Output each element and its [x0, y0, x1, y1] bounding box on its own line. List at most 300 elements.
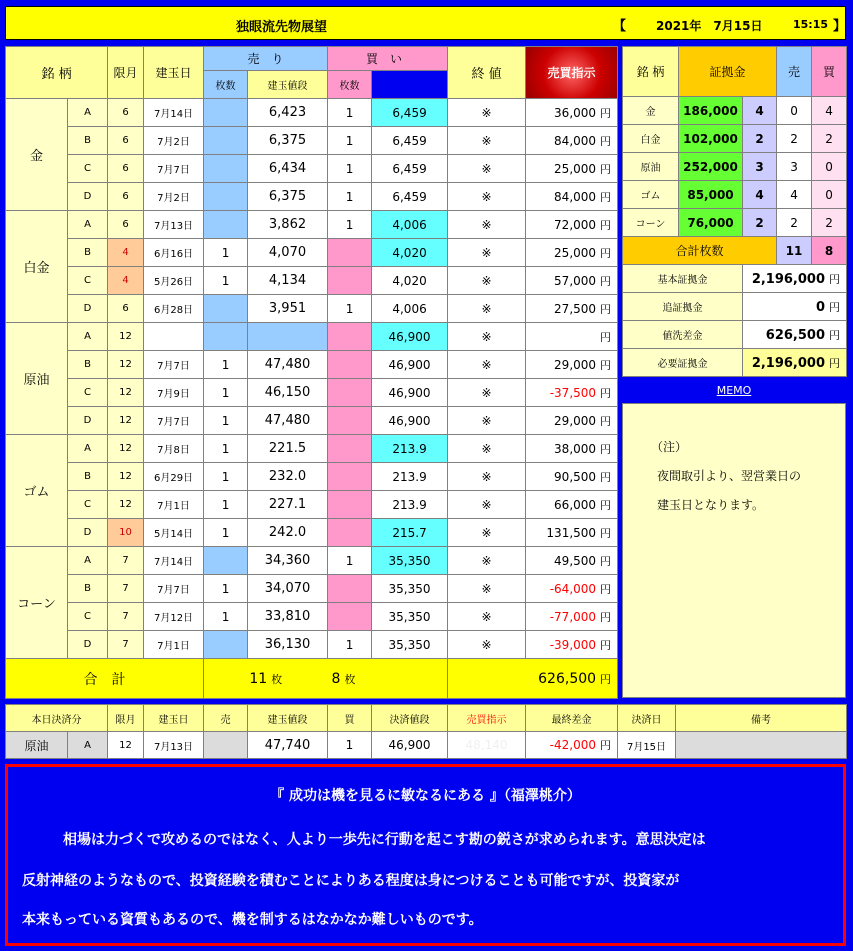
- position-row: [6, 239, 618, 267]
- row-close: 6,459: [372, 127, 448, 155]
- side-row: [623, 153, 847, 181]
- row-buy-count: [328, 267, 372, 295]
- row-date: 7月7日: [144, 575, 204, 603]
- side-brand: 白金: [623, 125, 679, 153]
- quote-line-2: 反射神経のようなもので、投資経験を積むことによりある程度は身につけることも可能ですが、投資家が: [22, 873, 680, 889]
- row-instruction: ※: [448, 99, 526, 127]
- row-sell-count: 1: [204, 603, 248, 631]
- position-row: [6, 463, 618, 491]
- row-price: 3,951: [248, 295, 328, 323]
- positions-table: [5, 46, 618, 699]
- row-close: 46,900: [372, 351, 448, 379]
- side-summary-row: [623, 321, 847, 349]
- row-id: B: [68, 127, 108, 155]
- row-month: 12: [108, 351, 144, 379]
- side-col-sell: 売: [777, 47, 812, 97]
- side-summary-value: 0 円: [743, 293, 847, 321]
- row-diff: 円: [526, 323, 618, 351]
- position-row: [6, 323, 618, 351]
- side-buy: 2: [812, 125, 847, 153]
- brand-name: コーン: [6, 547, 68, 659]
- row-diff: 66,000 円: [526, 491, 618, 519]
- settle-col-instruction: 売買指示: [448, 705, 526, 732]
- col-month: 限月: [108, 47, 144, 99]
- row-instruction: ※: [448, 267, 526, 295]
- row-close: 4,006: [372, 295, 448, 323]
- row-price: 6,375: [248, 127, 328, 155]
- position-row: [6, 99, 618, 127]
- position-row: [6, 407, 618, 435]
- row-id: C: [68, 155, 108, 183]
- settle-header-row: [6, 705, 847, 732]
- row-close: 215.7: [372, 519, 448, 547]
- row-price: 6,375: [248, 183, 328, 211]
- row-id: C: [68, 267, 108, 295]
- col-date: 建玉日: [144, 47, 204, 99]
- row-sell-count: 1: [204, 575, 248, 603]
- brand-name: ゴム: [6, 435, 68, 547]
- row-buy-count: [328, 519, 372, 547]
- row-id: D: [68, 407, 108, 435]
- row-diff: 49,500 円: [526, 547, 618, 575]
- row-instruction: ※: [448, 323, 526, 351]
- row-diff: 90,500 円: [526, 463, 618, 491]
- row-buy-count: 1: [328, 295, 372, 323]
- row-month: 6: [108, 99, 144, 127]
- col-instruction: 売買指示: [526, 47, 618, 99]
- row-price: [248, 323, 328, 351]
- row-close: 6,459: [372, 183, 448, 211]
- side-count: 2: [743, 209, 777, 237]
- side-total-buy: 8: [812, 237, 847, 265]
- side-count: 4: [743, 97, 777, 125]
- settle-price: 47,740: [248, 732, 328, 759]
- row-price: 232.0: [248, 463, 328, 491]
- memo-line-2: 建玉日となります。: [657, 498, 765, 512]
- row-instruction: ※: [448, 211, 526, 239]
- brand-name: 白金: [6, 211, 68, 323]
- row-id: A: [68, 99, 108, 127]
- row-diff: 29,000 円: [526, 407, 618, 435]
- row-id: B: [68, 239, 108, 267]
- row-sell-count: 1: [204, 267, 248, 295]
- col-close: 終 値: [448, 47, 526, 99]
- row-month: 6: [108, 183, 144, 211]
- row-instruction: ※: [448, 127, 526, 155]
- position-row: [6, 351, 618, 379]
- row-close: 35,350: [372, 631, 448, 659]
- row-month: 7: [108, 547, 144, 575]
- row-date: 7月7日: [144, 155, 204, 183]
- row-date: 7月2日: [144, 183, 204, 211]
- row-date: 7月1日: [144, 491, 204, 519]
- row-price: 33,810: [248, 603, 328, 631]
- row-price: 4,134: [248, 267, 328, 295]
- row-month: 12: [108, 435, 144, 463]
- position-row: [6, 435, 618, 463]
- row-diff: 131,500 円: [526, 519, 618, 547]
- settle-col-final: 最終差金: [526, 705, 618, 732]
- row-instruction: ※: [448, 239, 526, 267]
- row-buy-count: 1: [328, 183, 372, 211]
- row-sell-count: 1: [204, 491, 248, 519]
- row-close: 35,350: [372, 575, 448, 603]
- row-instruction: ※: [448, 183, 526, 211]
- position-row: [6, 295, 618, 323]
- row-close: 6,459: [372, 155, 448, 183]
- header-row-1: [6, 47, 618, 71]
- position-row: [6, 127, 618, 155]
- row-instruction: ※: [448, 379, 526, 407]
- side-col-brand: 銘 柄: [623, 47, 679, 97]
- side-brand: 原油: [623, 153, 679, 181]
- row-price: 36,130: [248, 631, 328, 659]
- row-sell-count: 1: [204, 239, 248, 267]
- position-row: [6, 603, 618, 631]
- row-instruction: ※: [448, 295, 526, 323]
- row-date: 5月26日: [144, 267, 204, 295]
- total-label: 合 計: [6, 659, 204, 699]
- row-close: 46,900: [372, 407, 448, 435]
- side-count: 2: [743, 125, 777, 153]
- position-row: [6, 155, 618, 183]
- row-price: 221.5: [248, 435, 328, 463]
- col-brand: 銘 柄: [6, 47, 108, 99]
- side-summary-value: 2,196,000 円: [743, 265, 847, 293]
- settle-buy: 1: [328, 732, 372, 759]
- row-date: 6月29日: [144, 463, 204, 491]
- side-total-label: 合計枚数: [623, 237, 777, 265]
- brand-name: 金: [6, 99, 68, 211]
- side-buy: 0: [812, 181, 847, 209]
- row-date: 7月12日: [144, 603, 204, 631]
- side-col-buy: 買: [812, 47, 847, 97]
- row-instruction: ※: [448, 519, 526, 547]
- side-sell: 0: [777, 97, 812, 125]
- settle-month: 12: [108, 732, 144, 759]
- row-date: 7月7日: [144, 351, 204, 379]
- row-month: 7: [108, 603, 144, 631]
- row-buy-count: [328, 435, 372, 463]
- row-buy-count: [328, 491, 372, 519]
- row-sell-count: [204, 295, 248, 323]
- settle-settle-date: 7月15日: [618, 732, 676, 759]
- row-buy-count: 1: [328, 155, 372, 183]
- row-month: 4: [108, 239, 144, 267]
- col-buy-count: 枚数: [328, 71, 372, 99]
- position-row: [6, 379, 618, 407]
- row-close: 213.9: [372, 463, 448, 491]
- settle-col-remark: 備考: [676, 705, 847, 732]
- side-total-row: [623, 237, 847, 265]
- row-buy-count: 1: [328, 211, 372, 239]
- row-id: D: [68, 295, 108, 323]
- row-buy-count: [328, 407, 372, 435]
- row-month: 12: [108, 323, 144, 351]
- row-price: 242.0: [248, 519, 328, 547]
- row-close: 6,459: [372, 99, 448, 127]
- total-diff: 626,500 円: [448, 659, 618, 699]
- row-month: 12: [108, 491, 144, 519]
- settle-instruction: 48,140: [448, 732, 526, 759]
- row-month: 6: [108, 211, 144, 239]
- row-close: 4,006: [372, 211, 448, 239]
- side-row: [623, 181, 847, 209]
- row-instruction: ※: [448, 575, 526, 603]
- position-row: [6, 519, 618, 547]
- date-bracket-right: 】: [833, 19, 847, 34]
- quote-box: [5, 764, 846, 946]
- row-date: 6月16日: [144, 239, 204, 267]
- row-price: 6,434: [248, 155, 328, 183]
- row-sell-count: 1: [204, 435, 248, 463]
- row-id: D: [68, 519, 108, 547]
- col-sell: 売 り: [204, 47, 328, 71]
- memo-note-title: （注）: [651, 440, 688, 454]
- row-month: 7: [108, 631, 144, 659]
- total-buy: 8 枚: [328, 659, 448, 699]
- row-close: 4,020: [372, 239, 448, 267]
- side-sell: 2: [777, 125, 812, 153]
- row-id: B: [68, 575, 108, 603]
- side-summary-row: [623, 293, 847, 321]
- margin-summary-table: [622, 46, 847, 377]
- side-buy: 2: [812, 209, 847, 237]
- row-diff: 25,000 円: [526, 155, 618, 183]
- row-id: C: [68, 491, 108, 519]
- row-diff: 36,000 円: [526, 99, 618, 127]
- row-date: 7月13日: [144, 211, 204, 239]
- page-title: 独眼流先物展望: [236, 20, 328, 35]
- row-buy-count: [328, 603, 372, 631]
- row-sell-count: [204, 323, 248, 351]
- row-date: 7月2日: [144, 127, 204, 155]
- memo-line-1: 夜間取引より、翌営業日の: [657, 469, 802, 483]
- row-month: 6: [108, 155, 144, 183]
- position-row: [6, 631, 618, 659]
- row-instruction: ※: [448, 463, 526, 491]
- row-id: C: [68, 379, 108, 407]
- row-buy-count: 1: [328, 127, 372, 155]
- settle-final: -42,000 円: [526, 732, 618, 759]
- report-time: 15:15: [793, 18, 829, 31]
- row-buy-count: 1: [328, 631, 372, 659]
- side-margin: 186,000: [679, 97, 743, 125]
- row-close: 4,020: [372, 267, 448, 295]
- side-summary-label: 値洗差金: [623, 321, 743, 349]
- row-id: C: [68, 603, 108, 631]
- side-brand: コーン: [623, 209, 679, 237]
- side-row: [623, 97, 847, 125]
- row-date: 7月7日: [144, 407, 204, 435]
- row-close: 213.9: [372, 491, 448, 519]
- row-id: A: [68, 323, 108, 351]
- settle-close-price: 46,900: [372, 732, 448, 759]
- side-summary-label: 追証拠金: [623, 293, 743, 321]
- row-buy-count: 1: [328, 547, 372, 575]
- row-instruction: ※: [448, 435, 526, 463]
- row-instruction: ※: [448, 603, 526, 631]
- row-date: 6月28日: [144, 295, 204, 323]
- side-count: 3: [743, 153, 777, 181]
- report-date: 2021年 7月15日: [656, 19, 763, 33]
- side-total-sell: 11: [777, 237, 812, 265]
- position-row: [6, 575, 618, 603]
- settle-col-close-price: 決済値段: [372, 705, 448, 732]
- settlement-table: [5, 704, 847, 759]
- settle-col-buy: 買: [328, 705, 372, 732]
- col-price: 建玉値段: [248, 71, 328, 99]
- row-diff: 84,000 円: [526, 127, 618, 155]
- row-buy-count: [328, 379, 372, 407]
- settle-id: A: [68, 732, 108, 759]
- row-date: 7月14日: [144, 547, 204, 575]
- row-price: 34,360: [248, 547, 328, 575]
- row-id: D: [68, 631, 108, 659]
- position-row: [6, 491, 618, 519]
- quote-title: 『 成功は機を見るに敏なるにある 』（福澤桃介）: [270, 788, 581, 804]
- row-buy-count: [328, 323, 372, 351]
- row-close: 35,350: [372, 547, 448, 575]
- settle-col-sell: 売: [204, 705, 248, 732]
- row-month: 12: [108, 379, 144, 407]
- side-header-row: [623, 47, 847, 97]
- row-diff: 27,500 円: [526, 295, 618, 323]
- total-row: [6, 659, 618, 699]
- side-buy: 4: [812, 97, 847, 125]
- settle-col-price: 建玉値段: [248, 705, 328, 732]
- row-buy-count: [328, 575, 372, 603]
- position-row: [6, 267, 618, 295]
- row-date: 5月14日: [144, 519, 204, 547]
- row-diff: 57,000 円: [526, 267, 618, 295]
- row-close: 35,350: [372, 603, 448, 631]
- row-sell-count: 1: [204, 519, 248, 547]
- row-sell-count: [204, 631, 248, 659]
- row-sell-count: [204, 547, 248, 575]
- row-buy-count: [328, 463, 372, 491]
- side-summary-label: 基本証拠金: [623, 265, 743, 293]
- row-diff: 25,000 円: [526, 239, 618, 267]
- side-summary-row: [623, 349, 847, 377]
- row-date: 7月9日: [144, 379, 204, 407]
- side-sell: 2: [777, 209, 812, 237]
- side-brand: ゴム: [623, 181, 679, 209]
- settle-brand: 原油: [6, 732, 68, 759]
- side-sell: 4: [777, 181, 812, 209]
- row-diff: 38,000 円: [526, 435, 618, 463]
- row-sell-count: [204, 127, 248, 155]
- side-row: [623, 125, 847, 153]
- row-date: [144, 323, 204, 351]
- col-buy: 買 い: [328, 47, 448, 71]
- col-sell-count: 枚数: [204, 71, 248, 99]
- row-month: 4: [108, 267, 144, 295]
- title-bar: [5, 6, 846, 40]
- quote-line-3: 本来もっている資質もあるので、機を制するはなかなか難しいものです。: [22, 912, 483, 928]
- row-price: 47,480: [248, 351, 328, 379]
- row-id: B: [68, 351, 108, 379]
- row-price: 6,423: [248, 99, 328, 127]
- row-sell-count: [204, 211, 248, 239]
- row-id: A: [68, 547, 108, 575]
- side-margin: 85,000: [679, 181, 743, 209]
- side-count: 4: [743, 181, 777, 209]
- row-instruction: ※: [448, 155, 526, 183]
- row-sell-count: [204, 155, 248, 183]
- brand-name: 原油: [6, 323, 68, 435]
- row-instruction: ※: [448, 351, 526, 379]
- row-diff: -39,000 円: [526, 631, 618, 659]
- row-price: 47,480: [248, 407, 328, 435]
- side-brand: 金: [623, 97, 679, 125]
- row-sell-count: [204, 183, 248, 211]
- row-date: 7月8日: [144, 435, 204, 463]
- row-diff: -77,000 円: [526, 603, 618, 631]
- row-date: 7月1日: [144, 631, 204, 659]
- date-bracket-left: 【: [613, 19, 627, 34]
- row-buy-count: 1: [328, 99, 372, 127]
- row-month: 6: [108, 295, 144, 323]
- row-diff: 29,000 円: [526, 351, 618, 379]
- settle-col-date-settled: 決済日: [618, 705, 676, 732]
- row-diff: -64,000 円: [526, 575, 618, 603]
- position-row: [6, 211, 618, 239]
- total-sell: 11 枚: [204, 659, 328, 699]
- row-month: 6: [108, 127, 144, 155]
- row-instruction: ※: [448, 491, 526, 519]
- row-id: A: [68, 435, 108, 463]
- side-margin: 76,000: [679, 209, 743, 237]
- row-id: A: [68, 211, 108, 239]
- row-instruction: ※: [448, 631, 526, 659]
- settle-col-month: 限月: [108, 705, 144, 732]
- row-instruction: ※: [448, 407, 526, 435]
- side-col-margin: 証拠金: [679, 47, 777, 97]
- memo-box: [622, 403, 846, 698]
- memo-link[interactable]: MEMO: [716, 384, 752, 397]
- side-summary-row: [623, 265, 847, 293]
- row-price: 3,862: [248, 211, 328, 239]
- row-sell-count: 1: [204, 407, 248, 435]
- settle-col-date: 建玉日: [144, 705, 204, 732]
- row-price: 34,070: [248, 575, 328, 603]
- row-month: 12: [108, 407, 144, 435]
- settle-col-today: 本日決済分: [6, 705, 108, 732]
- side-sell: 3: [777, 153, 812, 181]
- side-margin: 252,000: [679, 153, 743, 181]
- side-buy: 0: [812, 153, 847, 181]
- row-sell-count: 1: [204, 463, 248, 491]
- row-sell-count: [204, 99, 248, 127]
- row-sell-count: 1: [204, 351, 248, 379]
- quote-line-1: 相場は力づくで攻めるのではなく、人より一歩先に行動を起こす勘の鋭さが求められます。意思決定は: [63, 832, 706, 848]
- side-summary-value: 626,500 円: [743, 321, 847, 349]
- side-summary-value: 2,196,000 円: [743, 349, 847, 377]
- row-close: 213.9: [372, 435, 448, 463]
- row-diff: 84,000 円: [526, 183, 618, 211]
- settle-remark: [676, 732, 847, 759]
- side-row: [623, 209, 847, 237]
- side-summary-label: 必要証拠金: [623, 349, 743, 377]
- row-month: 7: [108, 575, 144, 603]
- row-id: D: [68, 183, 108, 211]
- row-id: B: [68, 463, 108, 491]
- row-buy-count: [328, 351, 372, 379]
- row-close: 46,900: [372, 379, 448, 407]
- row-diff: -37,500 円: [526, 379, 618, 407]
- row-price: 46,150: [248, 379, 328, 407]
